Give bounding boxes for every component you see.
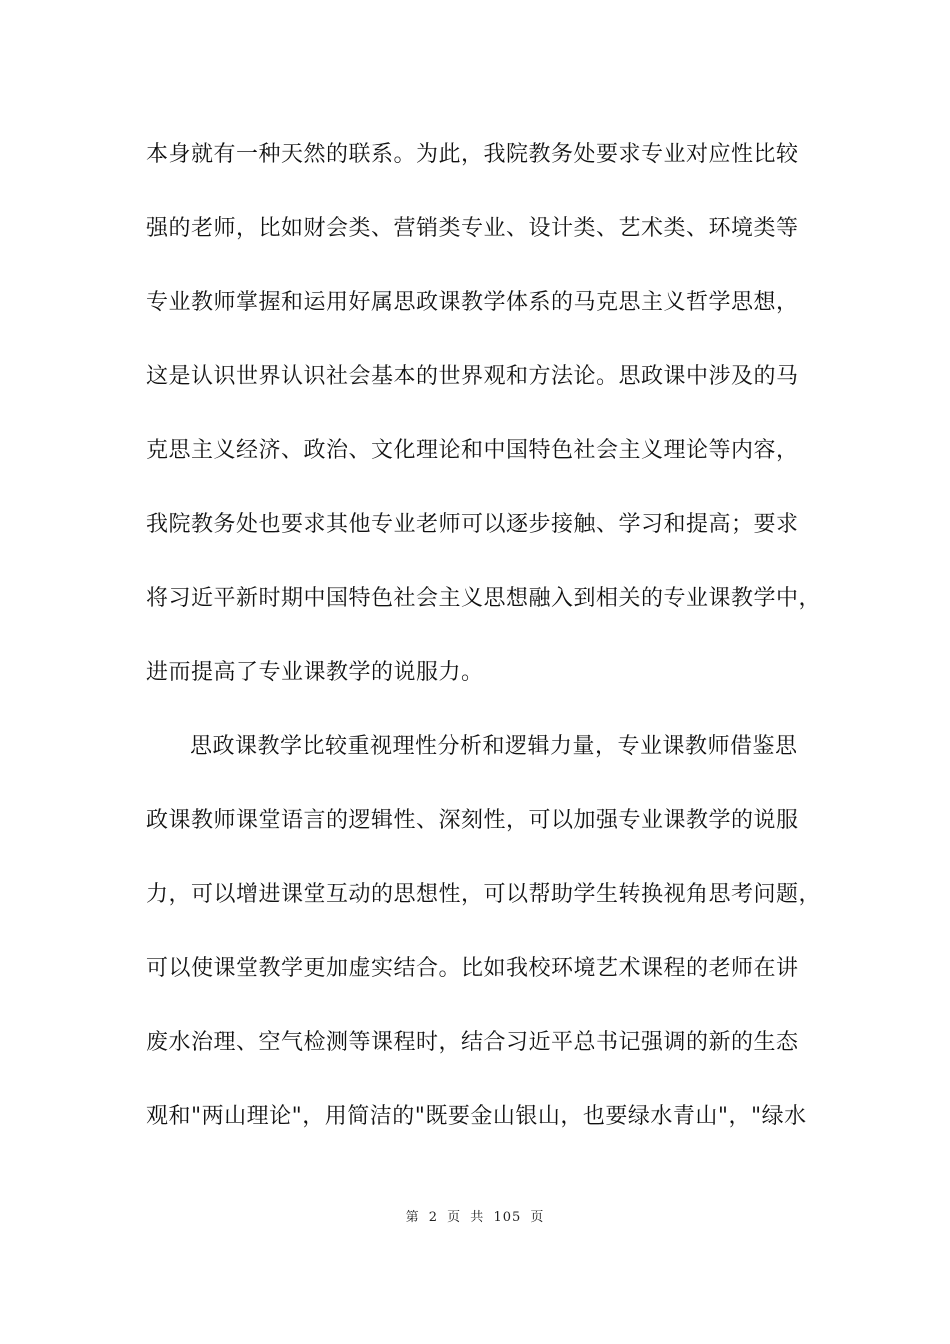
text-line: 专业教师掌握和运用好属思政课教学体系的马克思主义哲学思想， (146, 290, 799, 315)
text-line: 这是认识世界认识社会基本的世界观和方法论。思政课中涉及的马 (146, 364, 799, 389)
text-line: 克思主义经济、政治、文化理论和中国特色社会主义理论等内容， (146, 438, 799, 463)
page-footer (0, 1206, 950, 1225)
total-page-count: 105 (493, 1210, 522, 1225)
current-page-number: 2 (428, 1210, 438, 1225)
footer-prefix: 第 (405, 1210, 420, 1225)
paragraph-first-line: 思政课教学比较重视理性分析和逻辑力量，专业课教师借鉴思 (190, 734, 798, 759)
document-body (146, 130, 826, 1166)
text-line: 强的老师，比如财会类、营销类专业、设计类、艺术类、环境类等 (146, 216, 799, 241)
text-line: 力，可以增进课堂互动的思想性，可以帮助学生转换视角思考问题， (146, 882, 822, 907)
footer-total-word: 共 (470, 1210, 485, 1225)
text-line: 本身就有一种天然的联系。为此，我院教务处要求专业对应性比较 (146, 142, 799, 167)
text-line: 进而提高了专业课教学的说服力。 (146, 660, 484, 685)
footer-page-word: 页 (447, 1210, 462, 1225)
text-line: 废水治理、空气检测等课程时，结合习近平总书记强调的新的生态 (146, 1030, 799, 1055)
text-line: 将习近平新时期中国特色社会主义思想融入到相关的专业课教学中， (146, 586, 822, 611)
footer-suffix: 页 (530, 1210, 545, 1225)
text-line: 可以使课堂教学更加虚实结合。比如我校环境艺术课程的老师在讲 (146, 956, 799, 981)
text-line: 观和"两山理论"，用简洁的"既要金山银山，也要绿水青山"，"绿水 (146, 1104, 807, 1129)
text-line: 我院教务处也要求其他专业老师可以逐步接触、学习和提高；要求 (146, 512, 799, 537)
text-line: 政课教师课堂语言的逻辑性、深刻性，可以加强专业课教学的说服 (146, 808, 799, 833)
